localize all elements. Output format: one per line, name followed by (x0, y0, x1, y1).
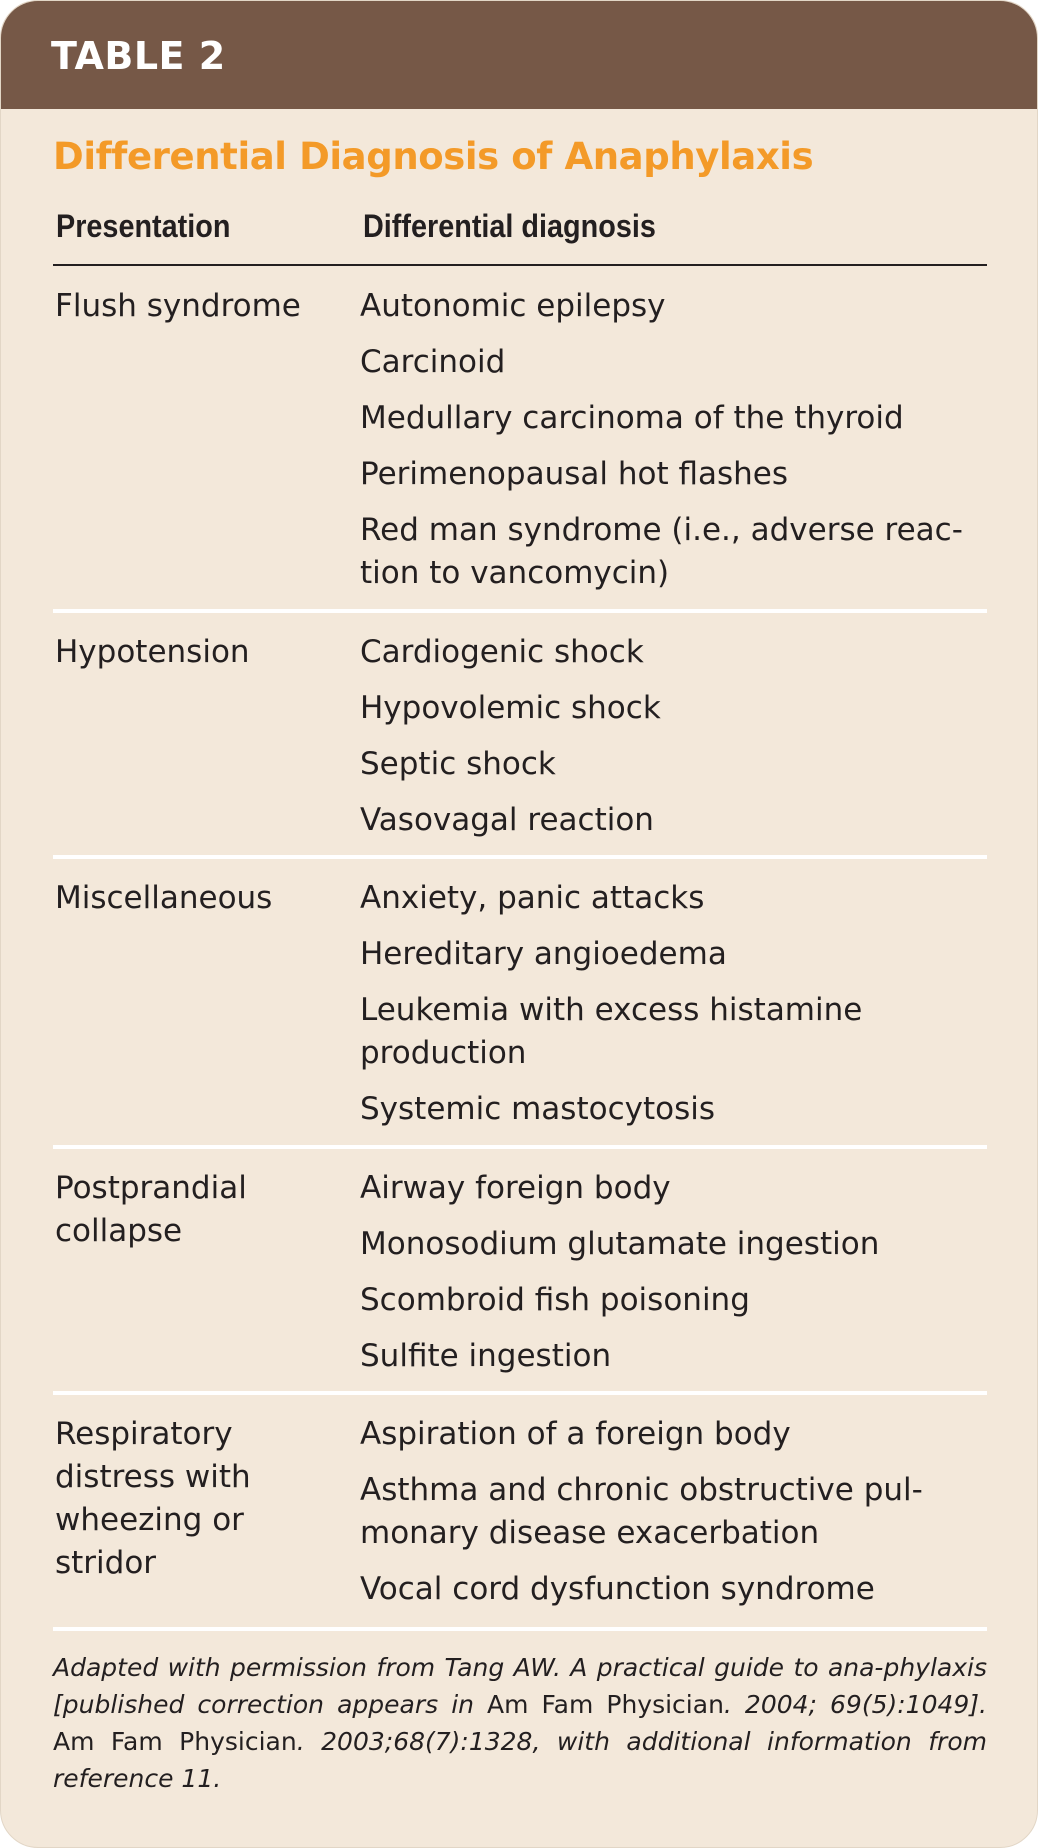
diagnosis-cell (360, 1413, 990, 1624)
diagnosis-item: Cardiogenic shock (360, 634, 644, 670)
row-divider (53, 1627, 987, 1631)
presentation-cell: Hypotension (55, 634, 250, 670)
row-divider (53, 609, 987, 613)
column-header-presentation: Presentation (56, 208, 231, 244)
diagnosis-item: Airway foreign body (360, 1170, 671, 1206)
diagnosis-item: Perimenopausal hot flashes (360, 456, 789, 492)
diagnosis-cell (360, 631, 990, 855)
diagnosis-item: Sulfite ingestion (360, 1338, 612, 1374)
footnote-text: . 2003;68(7):1328, with additional information from reference 11. (53, 1727, 987, 1793)
diagnosis-item: Anxiety, panic attacks (360, 880, 705, 916)
diagnosis-item: Scombroid fish poisoning (360, 1282, 750, 1318)
row-divider (53, 1391, 987, 1395)
diagnosis-item: Vocal cord dysfunction syndrome (360, 1571, 875, 1607)
diagnosis-item: Medullary carcinoma of the thyroid (360, 400, 904, 436)
diagnosis-cell (360, 877, 990, 1144)
header-divider (53, 264, 987, 266)
diagnosis-cell (360, 1167, 990, 1391)
presentation-cell: Postprandial collapse (55, 1170, 247, 1249)
journal-name: Am Fam Physician (53, 1727, 297, 1756)
diagnosis-item: Carcinoid (360, 344, 506, 380)
table-title: Differential Diagnosis of Anaphylaxis (53, 135, 814, 178)
diagnosis-cell (360, 285, 990, 608)
footnote-text: . 2004; 69(5):1049]. (723, 1690, 987, 1719)
diagnosis-item: Leukemia with excess histamine production (360, 992, 863, 1071)
diagnosis-item: Septic shock (360, 746, 556, 782)
diagnosis-item: Aspiration of a foreign body (360, 1416, 791, 1452)
row-divider (53, 1145, 987, 1149)
diagnosis-item: Systemic mastocytosis (360, 1091, 716, 1127)
diagnosis-item: Autonomic epilepsy (360, 288, 666, 324)
diagnosis-item: Monosodium glutamate ingestion (360, 1226, 880, 1262)
diagnosis-item: Asthma and chronic obstructive pul-monary disease exacerbation (360, 1472, 923, 1551)
diagnosis-item: Vasovagal reaction (360, 802, 654, 838)
column-header-differential-diagnosis: Differential diagnosis (363, 208, 656, 244)
table-label: TABLE 2 (1, 1, 1037, 109)
source-footnote (53, 1649, 987, 1797)
diagnosis-item: Hereditary angioedema (360, 936, 727, 972)
journal-name: Am Fam Physician (487, 1690, 724, 1719)
presentation-cell: Flush syndrome (55, 288, 301, 324)
diagnosis-item: Red man syndrome (i.e., adverse reac-tion to vancomycin) (360, 512, 963, 591)
presentation-cell: Miscellaneous (55, 880, 273, 916)
presentation-cell: Respiratory distress with wheezing or stridor (55, 1416, 251, 1581)
diagnosis-item: Hypovolemic shock (360, 690, 661, 726)
footnote-text: Adapted with permission from Tang AW. A practical guide to ana-phylaxis [published correction appears in (53, 1653, 987, 1719)
row-divider (53, 855, 987, 859)
